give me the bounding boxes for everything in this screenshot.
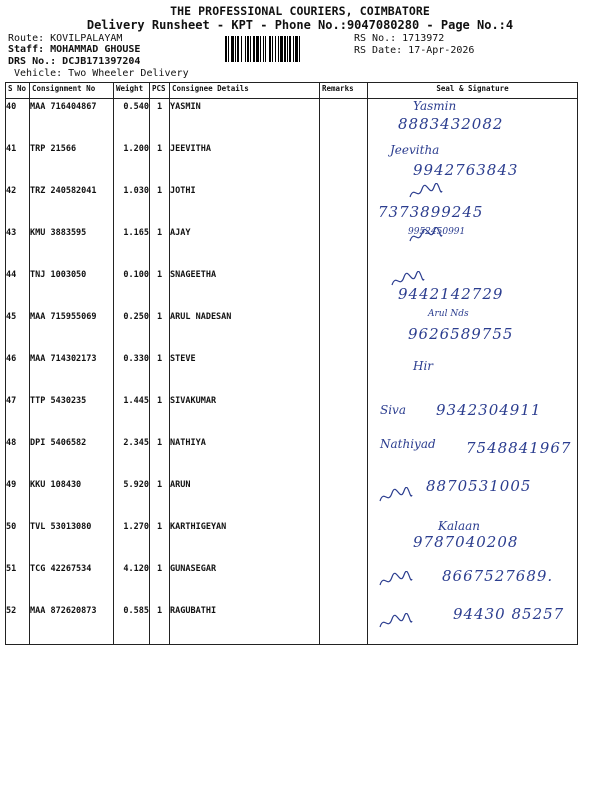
signature-scribble-icon: [408, 183, 444, 203]
cell-remarks: [320, 141, 368, 183]
cell-signature: [368, 519, 578, 561]
cell-signature: [368, 141, 578, 183]
signature-phone: 8870531005: [426, 476, 532, 495]
signature-phone: 8883432082: [398, 115, 504, 133]
cell-remarks: [320, 225, 368, 267]
cell-consignee: SIVAKUMAR: [170, 393, 320, 435]
col-header-consignment: Consignment No: [30, 83, 114, 99]
cell-remarks: [320, 267, 368, 309]
cell-consignment-no: MAA 714302173: [30, 351, 114, 393]
cell-sno: 46: [6, 351, 30, 393]
table-row: [6, 309, 578, 351]
drs-number: DRS No.: DCJB171397204: [8, 56, 141, 67]
cell-signature: [368, 99, 578, 141]
cell-remarks: [320, 603, 368, 645]
cell-remarks: [320, 183, 368, 225]
cell-weight: 0.585: [114, 603, 150, 645]
cell-consignment-no: TNJ 1003050: [30, 267, 114, 309]
cell-consignment-no: KMU 3883595: [30, 225, 114, 267]
cell-pcs: 1: [150, 99, 170, 141]
cell-remarks: [320, 309, 368, 351]
cell-signature: [368, 225, 578, 267]
cell-sno: 52: [6, 603, 30, 645]
cell-consignment-no: MAA 872620873: [30, 603, 114, 645]
cell-consignment-no: KKU 108430: [30, 477, 114, 519]
cell-weight: 1.200: [114, 141, 150, 183]
cell-remarks: [320, 99, 368, 141]
signature-phone: 9942763843: [413, 160, 519, 179]
staff-text: Staff: MOHAMMAD GHOUSE: [8, 44, 141, 55]
cell-consignment-no: MAA 715955069: [30, 309, 114, 351]
cell-consignment-no: TTP 5430235: [30, 393, 114, 435]
signature-phone: 9952450991: [408, 226, 466, 237]
cell-consignee: YASMIN: [170, 99, 320, 141]
cell-signature: [368, 309, 578, 351]
signature-name: Hir: [413, 358, 434, 373]
cell-pcs: 1: [150, 351, 170, 393]
cell-remarks: [320, 561, 368, 603]
cell-sno: 43: [6, 225, 30, 267]
cell-consignment-no: TRP 21566: [30, 141, 114, 183]
cell-sno: 40: [6, 99, 30, 141]
cell-consignee: ARUL NADESAN: [170, 309, 320, 351]
table-header-row: [6, 83, 578, 99]
cell-consignee: KARTHIGEYAN: [170, 519, 320, 561]
cell-weight: 5.920: [114, 477, 150, 519]
cell-weight: 2.345: [114, 435, 150, 477]
signature-phone: 9442142729: [398, 284, 504, 303]
signature-name: Yasmin: [413, 99, 457, 113]
cell-weight: 1.270: [114, 519, 150, 561]
cell-consignment-no: TCG 42267534: [30, 561, 114, 603]
signature-name: Jeevitha: [390, 142, 440, 157]
cell-sno: 45: [6, 309, 30, 351]
table-row: [6, 99, 578, 141]
cell-consignee: NATHIYA: [170, 435, 320, 477]
cell-consignment-no: TRZ 240582041: [30, 183, 114, 225]
cell-pcs: 1: [150, 561, 170, 603]
cell-consignee: JOTHI: [170, 183, 320, 225]
cell-consignee: ARUN: [170, 477, 320, 519]
col-header-weight: Weight: [114, 83, 150, 99]
cell-pcs: 1: [150, 141, 170, 183]
signature-scribble-icon: [378, 571, 414, 591]
cell-sno: 50: [6, 519, 30, 561]
cell-pcs: 1: [150, 267, 170, 309]
signature-phone: 94430 85257: [453, 604, 565, 623]
table-row: [6, 603, 578, 645]
cell-signature: [368, 267, 578, 309]
cell-consignee: AJAY: [170, 225, 320, 267]
signature-name: Arul Nds: [428, 308, 469, 319]
table-row: [6, 225, 578, 267]
signature-scribble-icon: [378, 487, 414, 507]
cell-sno: 51: [6, 561, 30, 603]
cell-remarks: [320, 435, 368, 477]
signature-name: Nathiyad: [380, 436, 436, 451]
table-row: [6, 141, 578, 183]
cell-sno: 48: [6, 435, 30, 477]
cell-weight: 0.540: [114, 99, 150, 141]
cell-sno: 44: [6, 267, 30, 309]
cell-pcs: 1: [150, 225, 170, 267]
cell-consignee: STEVE: [170, 351, 320, 393]
col-header-remarks: Remarks: [320, 83, 368, 99]
cell-signature: [368, 183, 578, 225]
sheet-title: Delivery Runsheet - KPT - Phone No.:9047080280 - Page No.:4: [86, 18, 514, 32]
cell-remarks: [320, 477, 368, 519]
col-header-pcs: PCS: [150, 83, 170, 99]
vehicle-text: Vehicle: Two Wheeler Delivery: [14, 68, 189, 79]
cell-remarks: [320, 519, 368, 561]
cell-consignment-no: DPI 5406582: [30, 435, 114, 477]
table-row: [6, 183, 578, 225]
delivery-table: [5, 82, 578, 645]
cell-weight: 4.120: [114, 561, 150, 603]
cell-consignee: JEEVITHA: [170, 141, 320, 183]
col-header-seal: Seal & Signature: [368, 83, 578, 99]
rs-number: RS No.: 1713972: [354, 33, 445, 44]
cell-consignment-no: MAA 716404867: [30, 99, 114, 141]
cell-consignee: SNAGEETHA: [170, 267, 320, 309]
cell-weight: 0.330: [114, 351, 150, 393]
cell-sno: 49: [6, 477, 30, 519]
signature-phone: 9626589755: [408, 324, 514, 343]
signature-phone: 7548841967: [466, 438, 572, 457]
cell-signature: [368, 477, 578, 519]
cell-weight: 1.030: [114, 183, 150, 225]
company-title: THE PROFESSIONAL COURIERS, COIMBATORE: [170, 4, 430, 18]
signature-phone: 9787040208: [413, 532, 519, 551]
cell-weight: 0.100: [114, 267, 150, 309]
table-row: [6, 519, 578, 561]
barcode-icon: [225, 36, 352, 62]
cell-signature: [368, 561, 578, 603]
table-row: [6, 351, 578, 393]
cell-pcs: 1: [150, 477, 170, 519]
cell-pcs: 1: [150, 309, 170, 351]
cell-consignee: GUNASEGAR: [170, 561, 320, 603]
table-row: [6, 477, 578, 519]
col-header-consignee: Consignee Details: [170, 83, 320, 99]
cell-weight: 0.250: [114, 309, 150, 351]
cell-consignment-no: TVL 53013080: [30, 519, 114, 561]
route-text: Route: KOVILPALAYAM: [8, 33, 123, 44]
signature-phone: 9342304911: [436, 400, 542, 419]
cell-weight: 1.445: [114, 393, 150, 435]
cell-consignee: RAGUBATHI: [170, 603, 320, 645]
cell-sno: 41: [6, 141, 30, 183]
signature-scribble-icon: [378, 613, 414, 633]
cell-signature: [368, 435, 578, 477]
signature-phone: 8667527689.: [442, 566, 554, 585]
cell-pcs: 1: [150, 519, 170, 561]
cell-weight: 1.165: [114, 225, 150, 267]
rs-date: RS Date: 17-Apr-2026: [354, 45, 475, 56]
signature-name: Siva: [380, 402, 406, 417]
cell-signature: [368, 603, 578, 645]
cell-pcs: 1: [150, 393, 170, 435]
cell-pcs: 1: [150, 183, 170, 225]
cell-signature: [368, 351, 578, 393]
cell-pcs: 1: [150, 435, 170, 477]
cell-sno: 42: [6, 183, 30, 225]
table-row: [6, 267, 578, 309]
table-row: [6, 561, 578, 603]
table-row: [6, 393, 578, 435]
signature-phone: 7373899245: [378, 202, 484, 221]
col-header-sno: S No: [6, 83, 30, 99]
cell-pcs: 1: [150, 603, 170, 645]
cell-sno: 47: [6, 393, 30, 435]
signature-name: Kalaan: [438, 518, 480, 533]
cell-remarks: [320, 351, 368, 393]
table-row: [6, 435, 578, 477]
cell-remarks: [320, 393, 368, 435]
cell-signature: [368, 393, 578, 435]
